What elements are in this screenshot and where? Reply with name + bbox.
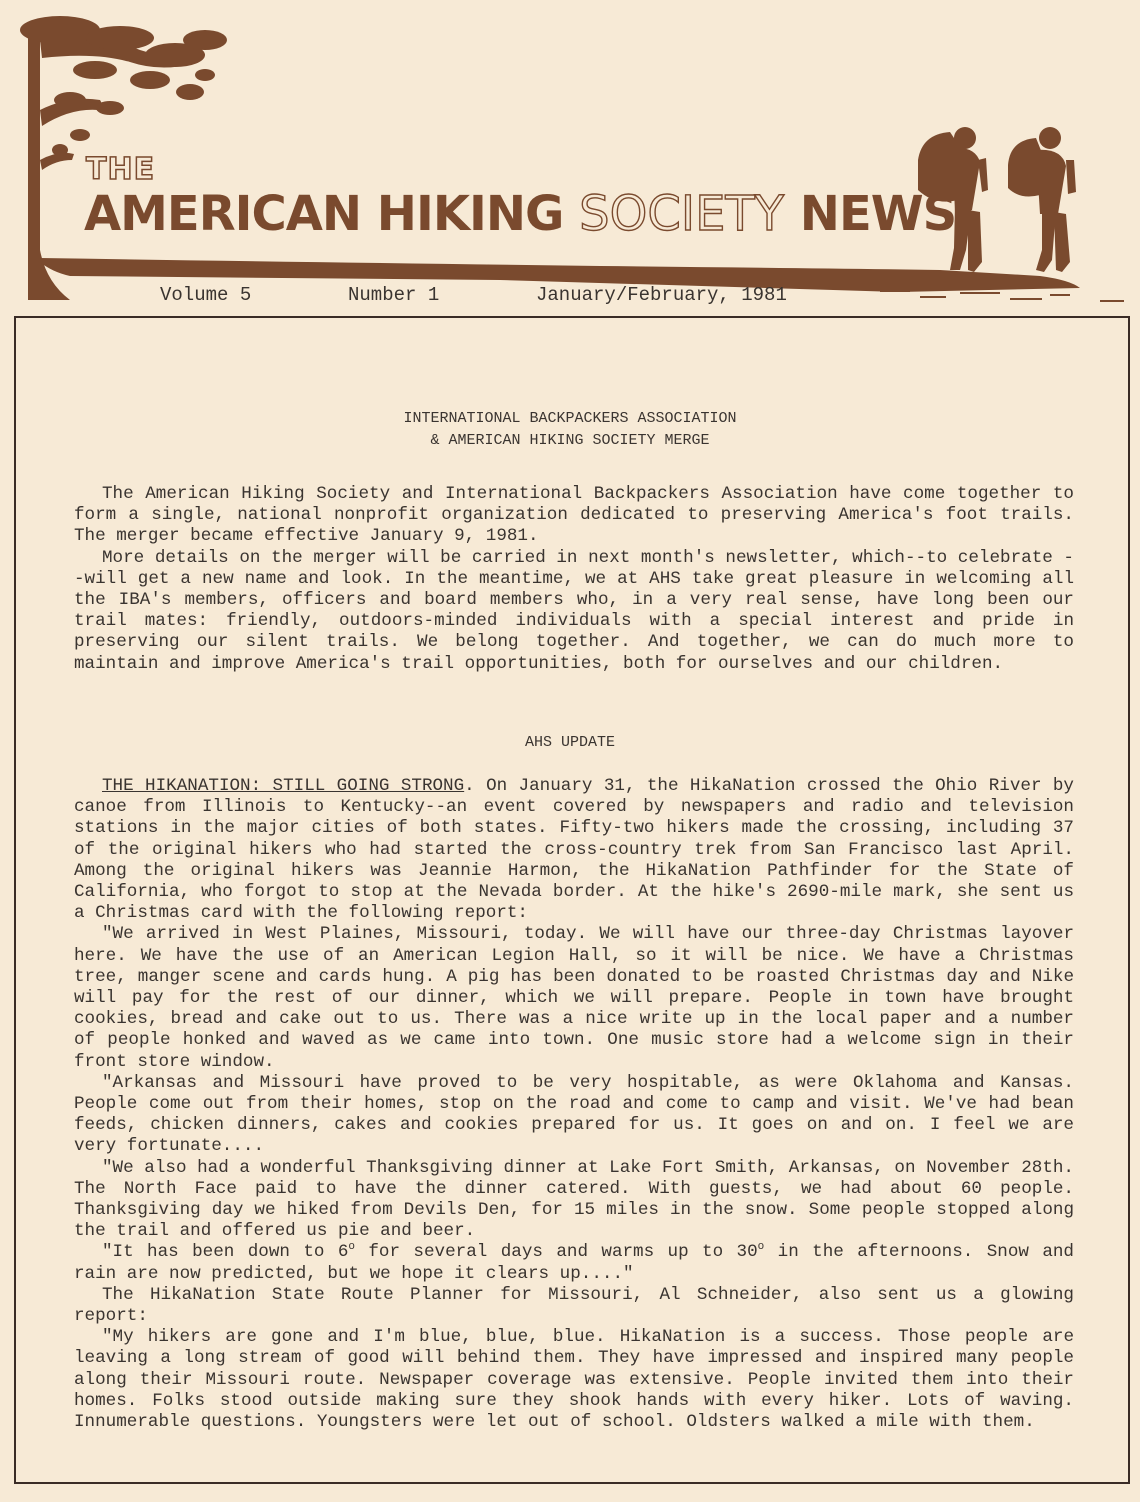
article2-body — [74, 776, 1074, 1433]
article2-paragraph: "My hikers are gone and I'm blue, blue, blue. HikaNation is a success. Those people are leaving a long stream of good will behind them. They have impressed and inspired many people along their Missouri route. Newspaper coverage was extensive. People invited them into their homes. Folks stood outside making sure they shook hands with every hiker. Lots of waving. Innumerable questions. Youngsters were let out of school. Oldsters walked a mile with them. — [74, 1327, 1074, 1433]
article2-lead-heading: THE HIKANATION: STILL GOING STRONG — [102, 776, 465, 796]
article2-paragraph — [74, 1242, 1074, 1284]
title-part-american-hiking: AMERICAN HIKING — [84, 186, 564, 242]
article2-headline: AHS UPDATE — [524, 734, 615, 751]
article1-headline — [0, 408, 1140, 452]
issue-volume: Volume 5 — [160, 284, 252, 306]
article1-headline-line1: INTERNATIONAL BACKPACKERS ASSOCIATION — [403, 410, 737, 427]
tree-foliage-icon — [20, 16, 227, 156]
article2-paragraph: "We arrived in West Plaines, Missouri, today. We will have our three-day Christmas layover here. We have the use of an American Legion Hall, so it will be nice. We have a Christmas tree, manger scene and cards hung. A pig has been donated to be roasted Christmas day and Nike will pay for the rest of our dinner, which we will prepare. People in town have brought cookies, bread and cake out to us. There was a nice write up in the local paper and a number of people honked and waved as we came into town. One music store had a welcome sign in their front store window. — [74, 924, 1074, 1072]
masthead-artwork — [0, 0, 1140, 320]
issue-number: Number 1 — [348, 284, 440, 306]
title-part-news: NEWS — [799, 186, 957, 242]
article1-headline-line2: & AMERICAN HIKING SOCIETY MERGE — [430, 432, 710, 449]
article2-lead-text: . On January 31, the HikaNation crossed the Ohio River by canoe from Illinois to Kentucky--an event covered by newspapers and radio and television stations in the major cities of both states. Fifty-two hikers made the crossing, including 37 of the original hikers who had started the cross-country trek from San Francisco last April. Among the original hikers was Jeannie Harmon, the HikaNation Pathfinder for the State of California, who forgot to stop at the Nevada border. At the hike's 2690-mile mark, she sent us a Christmas card with the following report: — [74, 776, 1074, 924]
title-part-society: SOCIETY — [579, 186, 785, 242]
masthead-the: THE — [86, 152, 156, 187]
article2-paragraph: "We also had a wonderful Thanksgiving dinner at Lake Fort Smith, Arkansas, on November 28th. The North Face paid to have the dinner catered. With guests, we had about 60 people. Thanksgiving day we hiked from Devils Den, for 15 miles in the snow. Some people stopped along the trail and offered us pie and beer. — [74, 1157, 1074, 1242]
issue-date: January/February, 1981 — [536, 284, 787, 306]
temp-text: "It has been down to 6 — [102, 1242, 349, 1263]
temp-text: in the afternoons. Snow and rain are now predicted, but we hope it clears up...." — [74, 1242, 1074, 1284]
article1-body — [74, 484, 1074, 675]
article2-paragraph — [74, 776, 1074, 924]
masthead-title — [84, 186, 956, 242]
article1-paragraph: More details on the merger will be carried in next month's newsletter, which--to celebrate --will get a new name and look. In the meantime, we at AHS take great pleasure in welcoming all the IBA's members, officers and board members who, in a very real sense, have long been our trail mates: friendly, outdoors-minded individuals with a special interest and pride in preserving our silent trails. We belong together. And together, we can do much more to maintain and improve America's trail opportunities, both for ourselves and our children. — [74, 547, 1074, 674]
degree-mark: o — [348, 1241, 355, 1254]
article2-paragraph: "Arkansas and Missouri have proved to be very hospitable, as were Oklahoma and Kansas. People come out from their homes, stop on the road and come to camp and visit. We've had bean feeds, chicken dinners, cakes and cookies prepared for us. It goes on and on. I feel we are very fortunate.... — [74, 1072, 1074, 1157]
degree-mark: o — [757, 1241, 765, 1254]
masthead — [0, 0, 1140, 320]
hiker-figure-icon — [1008, 127, 1076, 272]
article2-paragraph: The HikaNation State Route Planner for Missouri, Al Schneider, also sent us a glowing report: — [74, 1284, 1074, 1327]
article1-paragraph: The American Hiking Society and International Backpackers Association have come together to form a single, national nonprofit organization dedicated to preserving America's foot trails. The merger became effective January 9, 1981. — [74, 484, 1074, 547]
grass-speck-icon — [880, 290, 1124, 302]
temp-text: for several days and warms up to 30 — [355, 1242, 758, 1263]
